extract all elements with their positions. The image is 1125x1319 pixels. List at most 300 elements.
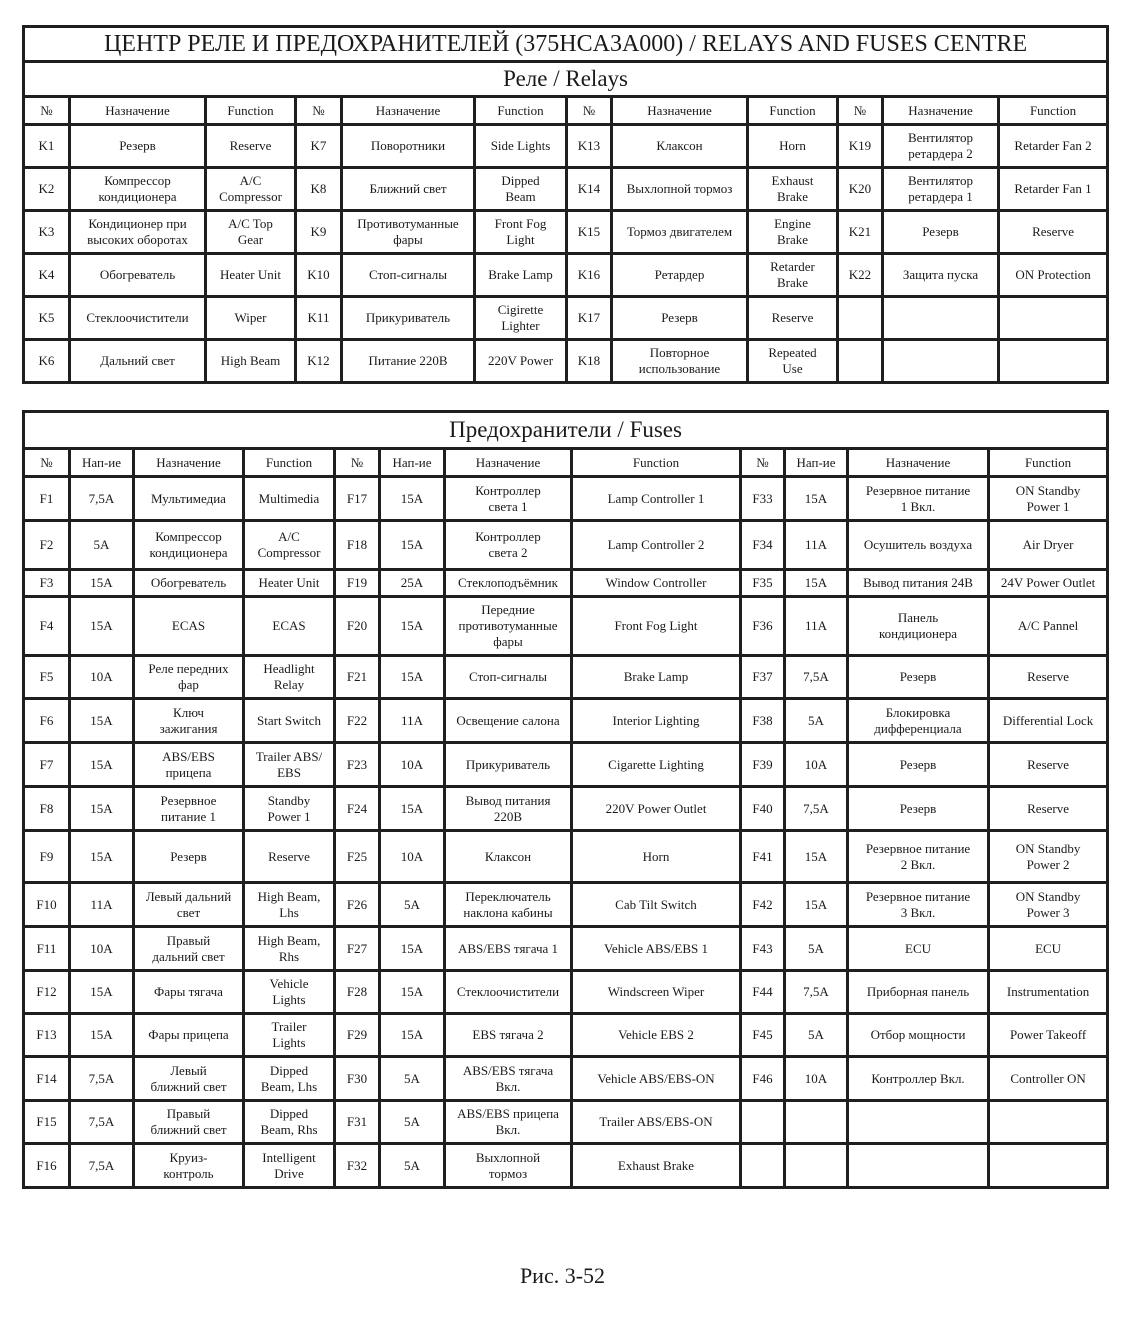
relays-cell: Dipped Beam xyxy=(475,168,567,211)
relays-cell: K7 xyxy=(296,125,342,168)
fuses-cell xyxy=(848,1101,989,1144)
relays-cell xyxy=(838,340,883,383)
fuses-cell: 7,5A xyxy=(70,1057,134,1101)
fuses-cell: Vehicle EBS 2 xyxy=(572,1014,741,1057)
fuses-cell xyxy=(741,1144,785,1188)
fuses-cell: 15A xyxy=(70,831,134,883)
fuses-cell: 10A xyxy=(785,1057,848,1101)
relays-cell: K21 xyxy=(838,211,883,254)
fuses-cell: F12 xyxy=(24,971,70,1014)
fuses-cell: F18 xyxy=(335,521,380,570)
fuses-cell: 15A xyxy=(380,1014,445,1057)
fuses-cell: Правый дальний свет xyxy=(134,927,244,971)
relays-cell: Вентилятор ретардера 2 xyxy=(883,125,999,168)
fuses-cell: Вывод питания 220В xyxy=(445,787,572,831)
fuses-cell: 5A xyxy=(380,1101,445,1144)
relays-table-row xyxy=(24,168,1108,211)
relays-header-cell: Назначение xyxy=(883,97,999,125)
fuses-header-cell: Назначение xyxy=(134,449,244,477)
relays-cell: Heater Unit xyxy=(206,254,296,297)
fuses-cell: Клаксон xyxy=(445,831,572,883)
fuses-cell: 10A xyxy=(70,656,134,699)
relays-cell: Side Lights xyxy=(475,125,567,168)
fuses-header-cell: Назначение xyxy=(445,449,572,477)
fuses-cell: 15A xyxy=(380,477,445,521)
relays-table-row xyxy=(24,125,1108,168)
relays-cell: Cigirette Lighter xyxy=(475,297,567,340)
fuses-cell: Lamp Controller 1 xyxy=(572,477,741,521)
fuses-cell xyxy=(989,1144,1108,1188)
fuses-table-row xyxy=(24,521,1108,570)
fuses-cell: Window Controller xyxy=(572,570,741,597)
fuses-cell: F28 xyxy=(335,971,380,1014)
fuses-cell: 15A xyxy=(70,597,134,656)
fuses-cell: Reserve xyxy=(989,656,1108,699)
relays-cell: K9 xyxy=(296,211,342,254)
fuses-cell: 5A xyxy=(70,521,134,570)
relays-cell: Brake Lamp xyxy=(475,254,567,297)
fuses-cell: Резервное питание 2 Вкл. xyxy=(848,831,989,883)
fuses-cell: F13 xyxy=(24,1014,70,1057)
relays-cell: Обогреватель xyxy=(70,254,206,297)
relays-cell: 220V Power xyxy=(475,340,567,383)
fuses-cell: 5A xyxy=(785,927,848,971)
fuses-header-cell: Назначение xyxy=(848,449,989,477)
fuses-cell: Front Fog Light xyxy=(572,597,741,656)
fuses-cell: F37 xyxy=(741,656,785,699)
fuses-cell: F2 xyxy=(24,521,70,570)
fuses-header-cell: № xyxy=(24,449,70,477)
relays-cell: Дальний свет xyxy=(70,340,206,383)
relays-cell: A/C Compressor xyxy=(206,168,296,211)
relays-cell xyxy=(883,297,999,340)
fuses-cell: EBS тягача 2 xyxy=(445,1014,572,1057)
fuses-cell: Interior Lighting xyxy=(572,699,741,743)
relays-cell: Exhaust Brake xyxy=(748,168,838,211)
figure-caption: Рис. 3-52 xyxy=(519,1263,606,1288)
fuses-cell: 15A xyxy=(380,971,445,1014)
relays-cell: Питание 220В xyxy=(342,340,475,383)
fuses-section-title: Предохранители / Fuses xyxy=(24,412,1108,449)
fuses-cell: A/C Pannel xyxy=(989,597,1108,656)
relays-cell: K12 xyxy=(296,340,342,383)
fuses-cell: 15A xyxy=(380,927,445,971)
fuses-cell: F27 xyxy=(335,927,380,971)
fuses-cell: Резерв xyxy=(848,787,989,831)
fuses-cell: 7,5A xyxy=(70,1101,134,1144)
fuses-cell: A/C Compressor xyxy=(244,521,335,570)
fuses-cell: 7,5A xyxy=(70,1144,134,1188)
fuses-cell: 5A xyxy=(380,1144,445,1188)
fuses-cell: 15A xyxy=(70,570,134,597)
fuses-cell: F36 xyxy=(741,597,785,656)
fuses-cell: Резерв xyxy=(848,743,989,787)
fuses-cell: 10A xyxy=(785,743,848,787)
fuses-cell: Обогреватель xyxy=(134,570,244,597)
fuses-table-row xyxy=(24,477,1108,521)
relays-header-cell: № xyxy=(567,97,612,125)
fuses-cell: ECAS xyxy=(134,597,244,656)
relays-cell: K8 xyxy=(296,168,342,211)
fuses-cell: F19 xyxy=(335,570,380,597)
fuses-cell: Передние противотуманные фары xyxy=(445,597,572,656)
fuses-cell: Instrumentation xyxy=(989,971,1108,1014)
fuses-cell: ABS/EBS прицепа Вкл. xyxy=(445,1101,572,1144)
relays-cell: Retarder Fan 1 xyxy=(999,168,1108,211)
relays-header-cell: № xyxy=(296,97,342,125)
fuses-cell: F21 xyxy=(335,656,380,699)
fuses-cell: ABS/EBS прицепа xyxy=(134,743,244,787)
fuses-cell: 7,5A xyxy=(785,787,848,831)
relays-cell: Резерв xyxy=(883,211,999,254)
relays-cell: Противотуманные фары xyxy=(342,211,475,254)
fuses-cell: F39 xyxy=(741,743,785,787)
fuses-cell: F38 xyxy=(741,699,785,743)
fuses-cell: 15A xyxy=(70,971,134,1014)
fuses-cell: 15A xyxy=(380,521,445,570)
relays-cell: Резерв xyxy=(70,125,206,168)
fuses-cell: Контроллер Вкл. xyxy=(848,1057,989,1101)
relays-header-row xyxy=(24,97,1108,125)
relays-header-cell: Назначение xyxy=(70,97,206,125)
relays-cell: Кондиционер при высоких оборотах xyxy=(70,211,206,254)
relays-cell: High Beam xyxy=(206,340,296,383)
fuses-cell: Headlight Relay xyxy=(244,656,335,699)
fuses-cell: 11A xyxy=(70,883,134,927)
fuses-cell: Power Takeoff xyxy=(989,1014,1108,1057)
fuses-cell: Ключ зажигания xyxy=(134,699,244,743)
fuses-cell: Освещение салона xyxy=(445,699,572,743)
fuses-cell: F24 xyxy=(335,787,380,831)
fuses-cell xyxy=(741,1101,785,1144)
relays-table-row xyxy=(24,340,1108,383)
fuses-cell: Cigarette Lighting xyxy=(572,743,741,787)
fuses-cell: Мультимедиа xyxy=(134,477,244,521)
relays-table-row xyxy=(24,297,1108,340)
relays-cell: Retarder Fan 2 xyxy=(999,125,1108,168)
fuses-cell: F46 xyxy=(741,1057,785,1101)
fuses-cell: 5A xyxy=(380,883,445,927)
fuses-cell: F14 xyxy=(24,1057,70,1101)
relays-cell: Ближний свет xyxy=(342,168,475,211)
fuses-header-cell: Function xyxy=(244,449,335,477)
fuses-cell: Выхлопной тормоз xyxy=(445,1144,572,1188)
fuses-cell: Переключатель наклона кабины xyxy=(445,883,572,927)
relays-cell: Front Fog Light xyxy=(475,211,567,254)
relays-cell: K19 xyxy=(838,125,883,168)
relays-cell xyxy=(838,297,883,340)
fuses-cell: Trailer ABS/EBS-ON xyxy=(572,1101,741,1144)
fuses-cell: F6 xyxy=(24,699,70,743)
fuses-cell: F44 xyxy=(741,971,785,1014)
fuses-cell: Dipped Beam, Lhs xyxy=(244,1057,335,1101)
relays-cell: Вентилятор ретардера 1 xyxy=(883,168,999,211)
fuses-table-row xyxy=(24,883,1108,927)
fuses-cell: 7,5A xyxy=(785,971,848,1014)
relays-cell: K5 xyxy=(24,297,70,340)
relays-table xyxy=(22,25,1109,384)
relays-cell: Выхлопной тормоз xyxy=(612,168,748,211)
page-title: ЦЕНТР РЕЛЕ И ПРЕДОХРАНИТЕЛЕЙ (375HCA3A000) / RELAYS AND FUSES CENTRE xyxy=(24,27,1108,62)
fuses-cell: F3 xyxy=(24,570,70,597)
fuses-cell: Windscreen Wiper xyxy=(572,971,741,1014)
relays-cell: K1 xyxy=(24,125,70,168)
fuses-cell: 15A xyxy=(380,656,445,699)
fuses-table-row xyxy=(24,656,1108,699)
fuses-cell: Intelligent Drive xyxy=(244,1144,335,1188)
relays-header-cell: Назначение xyxy=(612,97,748,125)
fuses-cell: Cab Tilt Switch xyxy=(572,883,741,927)
relays-header-cell: Назначение xyxy=(342,97,475,125)
relays-header-cell: № xyxy=(838,97,883,125)
fuses-cell: F23 xyxy=(335,743,380,787)
fuses-table-row xyxy=(24,1014,1108,1057)
fuses-cell: 15A xyxy=(785,477,848,521)
relays-cell: Поворотники xyxy=(342,125,475,168)
fuses-cell: F7 xyxy=(24,743,70,787)
relays-cell: K14 xyxy=(567,168,612,211)
relays-header-cell: Function xyxy=(999,97,1108,125)
fuses-header-cell: Function xyxy=(572,449,741,477)
fuses-cell: Dipped Beam, Rhs xyxy=(244,1101,335,1144)
relays-cell: Repeated Use xyxy=(748,340,838,383)
fuses-cell: Air Dryer xyxy=(989,521,1108,570)
fuses-table-row xyxy=(24,1101,1108,1144)
fuses-cell: Блокировка дифференциала xyxy=(848,699,989,743)
fuses-cell: Стеклоподъёмник xyxy=(445,570,572,597)
relays-cell: Клаксон xyxy=(612,125,748,168)
relays-cell: K6 xyxy=(24,340,70,383)
relays-header-cell: Function xyxy=(475,97,567,125)
fuses-cell: 15A xyxy=(785,570,848,597)
fuses-cell: 7,5A xyxy=(70,477,134,521)
fuses-cell: Brake Lamp xyxy=(572,656,741,699)
fuses-cell: F11 xyxy=(24,927,70,971)
fuses-table-row xyxy=(24,743,1108,787)
relays-table-row xyxy=(24,211,1108,254)
fuses-header-row xyxy=(24,449,1108,477)
fuses-cell: 10A xyxy=(380,831,445,883)
relays-cell: Retarder Brake xyxy=(748,254,838,297)
fuses-cell: Прикуриватель xyxy=(445,743,572,787)
fuses-cell: 15A xyxy=(380,597,445,656)
fuses-cell: F4 xyxy=(24,597,70,656)
fuses-header-cell: Нап-ие xyxy=(380,449,445,477)
relays-cell xyxy=(999,297,1108,340)
fuses-cell: ECU xyxy=(848,927,989,971)
fuses-cell: F9 xyxy=(24,831,70,883)
fuses-cell: Отбор мощности xyxy=(848,1014,989,1057)
relays-cell: Horn xyxy=(748,125,838,168)
fuses-cell: Резервное питание 3 Вкл. xyxy=(848,883,989,927)
fuses-cell: Vehicle ABS/EBS 1 xyxy=(572,927,741,971)
fuses-table-row xyxy=(24,787,1108,831)
fuses-cell xyxy=(848,1144,989,1188)
fuses-cell: F35 xyxy=(741,570,785,597)
fuses-cell: F8 xyxy=(24,787,70,831)
fuses-cell xyxy=(785,1144,848,1188)
fuses-cell: Резервное питание 1 Вкл. xyxy=(848,477,989,521)
relays-cell: K2 xyxy=(24,168,70,211)
fuses-table-row xyxy=(24,597,1108,656)
fuses-cell: Vehicle Lights xyxy=(244,971,335,1014)
fuses-cell: 15A xyxy=(70,699,134,743)
fuses-cell: High Beam, Rhs xyxy=(244,927,335,971)
fuses-cell: ABS/EBS тягача 1 xyxy=(445,927,572,971)
fuses-cell: F16 xyxy=(24,1144,70,1188)
fuses-table-row xyxy=(24,570,1108,597)
fuses-cell: F10 xyxy=(24,883,70,927)
fuses-cell: F29 xyxy=(335,1014,380,1057)
fuses-cell: Reserve xyxy=(989,787,1108,831)
fuses-cell: Vehicle ABS/EBS-ON xyxy=(572,1057,741,1101)
fuses-cell: F1 xyxy=(24,477,70,521)
relays-cell: Защита пуска xyxy=(883,254,999,297)
fuses-cell: 15A xyxy=(380,787,445,831)
fuses-cell: Стеклоочистители xyxy=(445,971,572,1014)
fuses-cell: Reserve xyxy=(244,831,335,883)
fuses-cell: Exhaust Brake xyxy=(572,1144,741,1188)
fuses-cell: 220V Power Outlet xyxy=(572,787,741,831)
relays-cell: K11 xyxy=(296,297,342,340)
fuses-table-row xyxy=(24,699,1108,743)
fuses-cell: Круиз- контроль xyxy=(134,1144,244,1188)
fuses-cell: Правый ближний свет xyxy=(134,1101,244,1144)
relays-cell: K17 xyxy=(567,297,612,340)
fuses-cell: ON Standby Power 3 xyxy=(989,883,1108,927)
fuses-table-row xyxy=(24,831,1108,883)
relays-cell xyxy=(883,340,999,383)
fuses-cell: F15 xyxy=(24,1101,70,1144)
relays-cell: Engine Brake xyxy=(748,211,838,254)
relays-header-cell: Function xyxy=(206,97,296,125)
relays-cell: K10 xyxy=(296,254,342,297)
fuses-cell: Standby Power 1 xyxy=(244,787,335,831)
fuses-cell: F45 xyxy=(741,1014,785,1057)
fuses-cell: Приборная панель xyxy=(848,971,989,1014)
fuses-cell: F20 xyxy=(335,597,380,656)
fuses-cell: 24V Power Outlet xyxy=(989,570,1108,597)
fuses-cell: ABS/EBS тягача Вкл. xyxy=(445,1057,572,1101)
fuses-cell xyxy=(785,1101,848,1144)
fuses-cell: 15A xyxy=(70,1014,134,1057)
fuses-cell: Панель кондиционера xyxy=(848,597,989,656)
relays-cell xyxy=(999,340,1108,383)
fuses-table-row xyxy=(24,971,1108,1014)
fuses-cell: ON Standby Power 2 xyxy=(989,831,1108,883)
relays-cell: K15 xyxy=(567,211,612,254)
relays-cell: Reserve xyxy=(748,297,838,340)
relays-cell: Прикуриватель xyxy=(342,297,475,340)
relays-header-cell: Function xyxy=(748,97,838,125)
fuses-cell: Controller ON xyxy=(989,1057,1108,1101)
fuses-cell: 5A xyxy=(785,699,848,743)
fuses-cell: Контроллер света 1 xyxy=(445,477,572,521)
fuses-cell: F32 xyxy=(335,1144,380,1188)
relays-cell: Резерв xyxy=(612,297,748,340)
fuses-table-row xyxy=(24,927,1108,971)
fuses-cell: Контроллер света 2 xyxy=(445,521,572,570)
relays-cell: K13 xyxy=(567,125,612,168)
fuses-cell: ON Standby Power 1 xyxy=(989,477,1108,521)
fuses-cell: Резерв xyxy=(134,831,244,883)
fuses-cell: Реле передних фар xyxy=(134,656,244,699)
fuses-cell: F40 xyxy=(741,787,785,831)
relays-cell: Reserve xyxy=(999,211,1108,254)
fuses-cell: Reserve xyxy=(989,743,1108,787)
fuses-cell: F33 xyxy=(741,477,785,521)
fuses-cell: F5 xyxy=(24,656,70,699)
relays-cell: K3 xyxy=(24,211,70,254)
fuses-table xyxy=(22,410,1109,1189)
fuses-cell: ECAS xyxy=(244,597,335,656)
fuses-cell: 25A xyxy=(380,570,445,597)
fuses-cell xyxy=(989,1101,1108,1144)
fuses-cell: 7,5A xyxy=(785,656,848,699)
fuses-cell: Trailer Lights xyxy=(244,1014,335,1057)
fuses-cell: F22 xyxy=(335,699,380,743)
fuses-header-cell: № xyxy=(335,449,380,477)
fuses-cell: ECU xyxy=(989,927,1108,971)
relays-cell: K16 xyxy=(567,254,612,297)
fuses-cell: Lamp Controller 2 xyxy=(572,521,741,570)
relays-cell: A/C Top Gear xyxy=(206,211,296,254)
fuses-cell: Horn xyxy=(572,831,741,883)
relays-cell: ON Protection xyxy=(999,254,1108,297)
relays-section-title: Реле / Relays xyxy=(24,62,1108,97)
fuses-cell: Multimedia xyxy=(244,477,335,521)
fuses-cell: High Beam, Lhs xyxy=(244,883,335,927)
fuses-cell: F30 xyxy=(335,1057,380,1101)
fuses-cell: 11A xyxy=(785,597,848,656)
fuses-header-cell: Нап-ие xyxy=(70,449,134,477)
fuses-cell: Резервное питание 1 xyxy=(134,787,244,831)
fuses-table-row xyxy=(24,1144,1108,1188)
fuses-cell: 11A xyxy=(785,521,848,570)
relays-cell: Повторное использование xyxy=(612,340,748,383)
relays-cell: Reserve xyxy=(206,125,296,168)
fuses-cell: Левый дальний свет xyxy=(134,883,244,927)
fuses-cell: Differential Lock xyxy=(989,699,1108,743)
fuses-cell: Левый ближний свет xyxy=(134,1057,244,1101)
fuses-cell: F17 xyxy=(335,477,380,521)
relays-cell: Компрессор кондиционера xyxy=(70,168,206,211)
fuses-cell: Осушитель воздуха xyxy=(848,521,989,570)
fuses-cell: 15A xyxy=(70,787,134,831)
fuses-header-cell: № xyxy=(741,449,785,477)
fuses-cell: Heater Unit xyxy=(244,570,335,597)
fuses-cell: Компрессор кондиционера xyxy=(134,521,244,570)
fuses-cell: F25 xyxy=(335,831,380,883)
relays-cell: Стоп-сигналы xyxy=(342,254,475,297)
fuses-cell: 10A xyxy=(70,927,134,971)
relays-cell: K20 xyxy=(838,168,883,211)
fuses-cell: 10A xyxy=(380,743,445,787)
fuses-cell: 15A xyxy=(785,831,848,883)
relays-cell: Стеклоочистители xyxy=(70,297,206,340)
fuses-cell: Резерв xyxy=(848,656,989,699)
fuses-cell: Фары прицепа xyxy=(134,1014,244,1057)
fuses-cell: Вывод питания 24В xyxy=(848,570,989,597)
fuses-cell: Start Switch xyxy=(244,699,335,743)
fuses-cell: 15A xyxy=(70,743,134,787)
relays-cell: Wiper xyxy=(206,297,296,340)
fuses-cell: Стоп-сигналы xyxy=(445,656,572,699)
relays-table-row xyxy=(24,254,1108,297)
fuses-cell: 11A xyxy=(380,699,445,743)
relays-cell: K4 xyxy=(24,254,70,297)
fuses-cell: F41 xyxy=(741,831,785,883)
